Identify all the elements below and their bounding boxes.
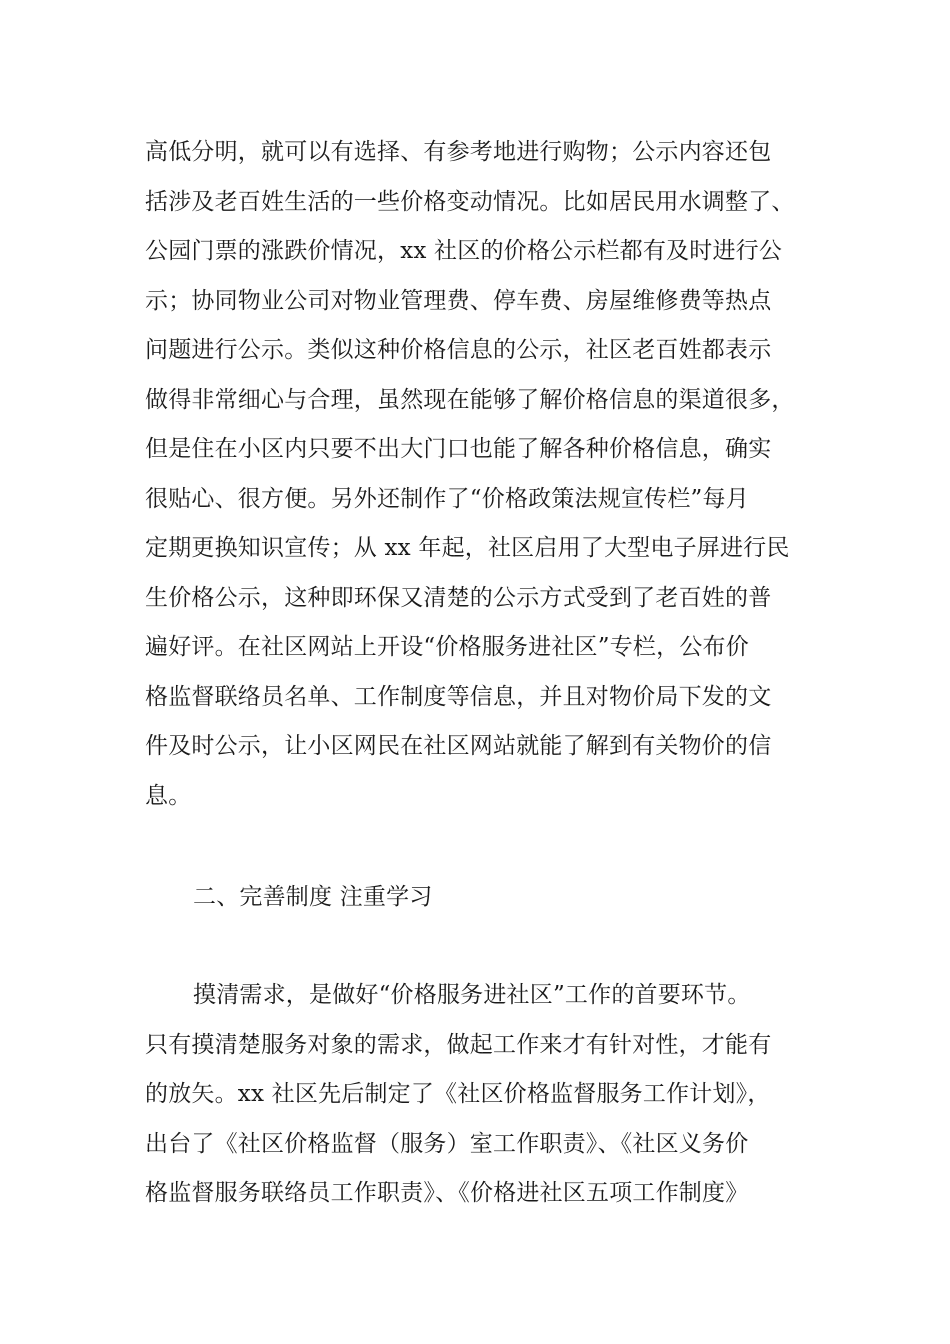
body-paragraph bbox=[145, 971, 825, 1219]
text-line: 生价格公示，这种即环保又清楚的公示方式受到了老百姓的普 bbox=[145, 584, 772, 611]
text-line: 公园门票的涨跌价情况，xx 社区的价格公示栏都有及时进行公 bbox=[145, 238, 783, 264]
section-heading: 二、完善制度 注重学习 bbox=[193, 884, 433, 910]
text-line: 但是住在小区内只要不出大门口也能了解各种价格信息，确实 bbox=[145, 436, 772, 462]
text-line: 括涉及老百姓生活的一些价格变动情况。比如居民用水调整了、 bbox=[145, 188, 795, 215]
text-line: 息。 bbox=[145, 782, 192, 809]
text-line: 摸清需求，是做好“价格服务进社区”工作的首要环节。 bbox=[193, 982, 751, 1008]
section-heading-block bbox=[145, 873, 825, 923]
text-line: 示；协同物业公司对物业管理费、停车费、房屋维修费等热点 bbox=[145, 287, 772, 314]
text-line: 遍好评。在社区网站上开设“价格服务进社区”专栏，公布价 bbox=[145, 634, 749, 660]
text-line: 格监督联络员名单、工作制度等信息，并且对物价局下发的文 bbox=[145, 683, 772, 710]
text-line: 件及时公示，让小区网民在社区网站就能了解到有关物价的信 bbox=[145, 733, 772, 759]
text-line: 的放矢。xx 社区先后制定了《社区价格监督服务工作计划》， bbox=[145, 1081, 771, 1107]
text-line: 很贴心、很方便。另外还制作了“价格政策法规宣传栏”每月 bbox=[145, 485, 749, 512]
text-line: 做得非常细心与合理，虽然现在能够了解价格信息的渠道很多， bbox=[145, 386, 795, 413]
text-line: 只有摸清楚服务对象的需求，做起工作来才有针对性，才能有 bbox=[145, 1031, 772, 1058]
text-line: 格监督服务联络员工作职责》、《价格进社区五项工作制度》 bbox=[145, 1180, 749, 1206]
text-line: 出台了《社区价格监督（服务）室工作职责》、《社区义务价 bbox=[145, 1130, 749, 1157]
text-line: 问题进行公示。类似这种价格信息的公示，社区老百姓都表示 bbox=[145, 337, 772, 363]
body-paragraph bbox=[145, 128, 825, 821]
text-line: 定期更换知识宣传；从 xx 年起，社区启用了大型电子屏进行民 bbox=[145, 535, 790, 561]
text-line: 高低分明，就可以有选择、有参考地进行购物；公示内容还包 bbox=[145, 139, 772, 165]
